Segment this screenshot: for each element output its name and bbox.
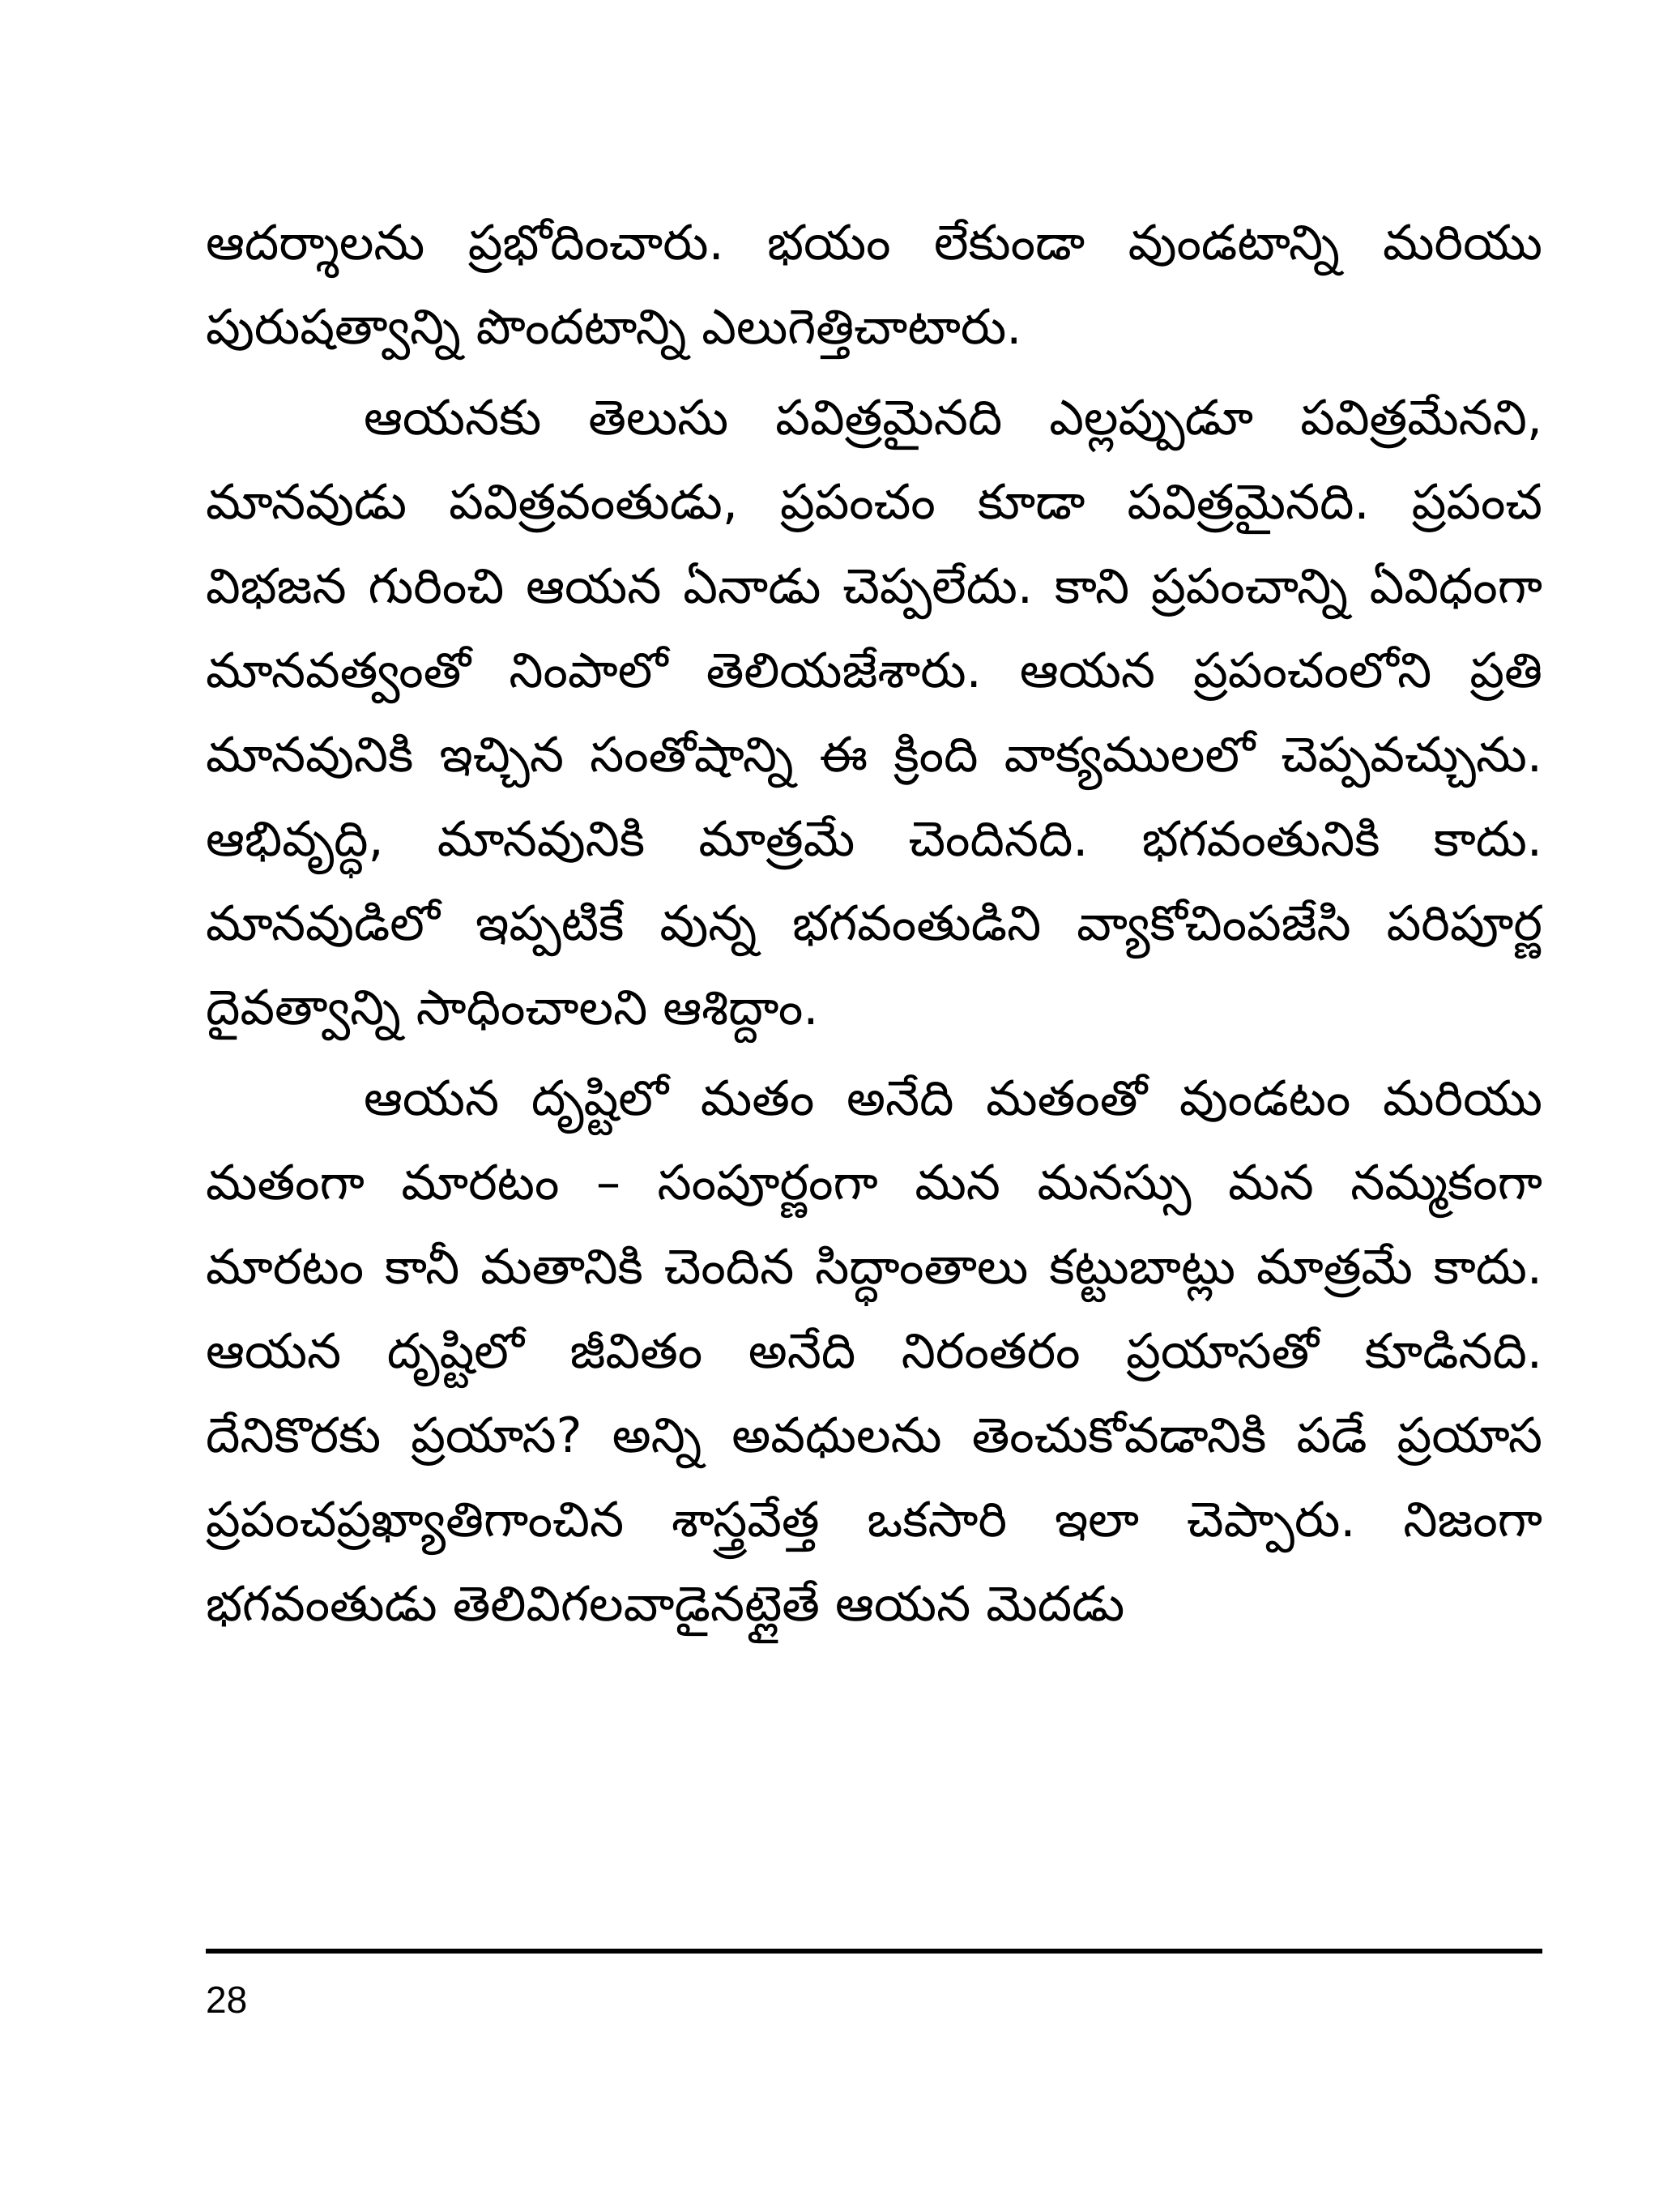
footer-divider [206, 1949, 1542, 1954]
paragraph-3: ఆయన దృష్టిలో మతం అనేది మతంతో వుండటం మరియు మతంగా మారటం – సంపూర్ణంగా మన మనస్సు మన నమ్మకంగా మారటం కానీ మతానికి చెందిన సిద్ధాంతాలు కట్టుబాట్లు మాత్రమే కాదు. ఆయన దృష్టిలో జీవితం అనేది నిరంతరం ప్రయాసతో కూడినది. దేనికొరకు ప్రయాస? అన్ని అవధులను తెంచుకోవడానికి పడే ప్రయాస ప్రపంచప్రఖ్యాతిగాంచిన శాస్త్రవేత్త ఒకసారి ఇలా చెప్పారు. నిజంగా భగవంతుడు తెలివిగలవాడైనట్లైతే ఆయన మెదడు [206, 1070, 1542, 1633]
body-text [206, 201, 1542, 1646]
paragraph-2: ఆయనకు తెలుసు పవిత్రమైనది ఎల్లప్పుడూ పవిత్రమేనని, మానవుడు పవిత్రవంతుడు, ప్రపంచం కూడా పవిత్రమైనది. ప్రపంచ విభజన గురించి ఆయన ఏనాడు చెప్పలేదు. కాని ప్రపంచాన్ని ఏవిధంగా మానవత్వంతో నింపాలో తెలియజేశారు. ఆయన ప్రపంచంలోని ప్రతి మానవునికి ఇచ్చిన సంతోషాన్ని ఈ క్రింది వాక్యములలో చెప్పవచ్చును. ఆభివృద్ధి, మానవునికి మాత్రమే చెందినది. భగవంతునికి కాదు. మానవుడిలో ఇప్పటికే వున్న భగవంతుడిని వ్యాకోచింపజేసి పరిపూర్ణ దైవత్వాన్ని సాధించాలని ఆశిద్దాం. [206, 390, 1542, 1036]
page-number: 28 [206, 1979, 248, 2021]
paragraph-1: ఆదర్శాలను ప్రభోదించారు. భయం లేకుండా వుండటాన్ని మరియు పురుషత్వాన్ని పొందటాన్ని ఎలుగెత్తిచాటారు. [206, 215, 1542, 356]
